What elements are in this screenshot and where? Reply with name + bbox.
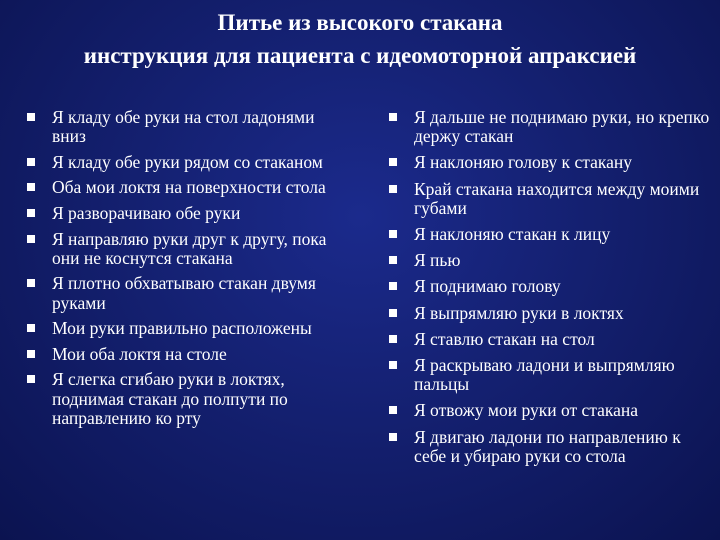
list-item (20, 345, 350, 364)
list-item-text: Я выпрямляю руки в локтях (414, 302, 624, 323)
square-bullet-icon (389, 282, 397, 290)
square-bullet-icon (389, 361, 397, 369)
list-item (382, 277, 712, 296)
list-item-text: Я наклоняю стакан к лицу (414, 224, 611, 245)
list-item (382, 428, 712, 466)
list-item-text: Я разворачиваю обе руки (52, 202, 241, 223)
square-bullet-icon (27, 375, 35, 383)
square-bullet-icon (27, 350, 35, 358)
list-item (382, 108, 712, 146)
list-item (20, 178, 350, 197)
list-item-text: Я двигаю ладони по направлению к себе и убираю руки со стола (414, 426, 681, 466)
square-bullet-icon (389, 256, 397, 264)
square-bullet-icon (389, 113, 397, 121)
list-item-text: Оба мои локтя на поверхности стола (52, 177, 326, 198)
list-item-text: Я отвожу мои руки от стакана (414, 400, 639, 421)
list-item-text: Я ставлю стакан на стол (414, 328, 595, 349)
square-bullet-icon (389, 309, 397, 317)
list-item (382, 251, 712, 270)
list-item-text: Я слегка сгибаю руки в локтях, поднимая стакан до полпути по направлению ко рту (52, 369, 288, 428)
list-item (382, 180, 712, 218)
list-item (382, 304, 712, 323)
list-item-text: Я плотно обхватываю стакан двумя руками (52, 273, 316, 313)
left-step-list (20, 108, 350, 434)
square-bullet-icon (27, 235, 35, 243)
list-item (382, 356, 712, 394)
list-item-text: Я поднимаю голову (414, 276, 561, 297)
title-line-1: Питье из высокого стакана (217, 10, 503, 35)
list-item (382, 401, 712, 420)
title-line-2: инструкция для пациента с идеомоторной апраксией (83, 43, 637, 68)
list-item (20, 153, 350, 172)
square-bullet-icon (27, 279, 35, 287)
square-bullet-icon (27, 324, 35, 332)
list-item-text: Я раскрываю ладони и выпрямляю пальцы (414, 355, 675, 395)
square-bullet-icon (27, 158, 35, 166)
list-item-text: Мои оба локтя на столе (52, 343, 227, 364)
list-item-text: Я кладу обе руки рядом со стаканом (52, 151, 323, 172)
list-item-text: Я пью (414, 250, 461, 271)
list-item-text: Я наклоняю голову к стакану (414, 152, 632, 173)
list-item-text: Край стакана находится между моими губами (414, 178, 700, 218)
right-step-list (382, 108, 712, 473)
list-item-text: Я дальше не поднимаю руки, но крепко держу стакан (414, 107, 710, 147)
list-item (20, 370, 350, 428)
list-item (20, 274, 350, 312)
square-bullet-icon (27, 209, 35, 217)
slide-title (0, 6, 720, 72)
square-bullet-icon (27, 113, 35, 121)
list-item (382, 330, 712, 349)
list-item (382, 225, 712, 244)
list-item (382, 153, 712, 172)
square-bullet-icon (389, 185, 397, 193)
square-bullet-icon (389, 433, 397, 441)
list-item (20, 108, 350, 146)
square-bullet-icon (389, 406, 397, 414)
square-bullet-icon (27, 183, 35, 191)
list-item (20, 230, 350, 268)
list-item (20, 319, 350, 338)
list-item-text: Я кладу обе руки на стол ладонями вниз (52, 107, 315, 147)
list-item-text: Я направляю руки друг к другу, пока они не коснутся стакана (52, 228, 327, 268)
square-bullet-icon (389, 230, 397, 238)
square-bullet-icon (389, 158, 397, 166)
square-bullet-icon (389, 335, 397, 343)
list-item (20, 204, 350, 223)
list-item-text: Мои руки правильно расположены (52, 318, 312, 339)
